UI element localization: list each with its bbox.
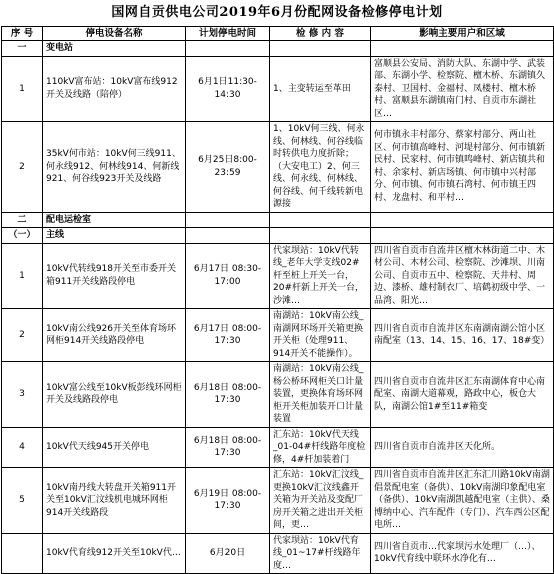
row-number: 4 xyxy=(2,427,43,468)
table-row xyxy=(2,362,554,428)
table-header-row xyxy=(2,27,554,41)
row-number: 3 xyxy=(2,362,43,428)
device-name: 10kV南丹线大转盘开关箱911开关至10kV汇汶线机电城环网柜914开关线路段 xyxy=(43,468,186,534)
maintenance-content: 代家坝站：10kV代育线_01~17#杆线路年度… xyxy=(270,533,371,574)
header-seq: 序 号 xyxy=(2,27,43,41)
row-number: 2 xyxy=(2,122,43,213)
outage-time: 6月20日 xyxy=(186,533,270,574)
device-name: 35kV何市站：10kV何三线911、何永线912、何林线914、何新线921、何谷线923开关及线路 xyxy=(43,122,186,213)
outage-time: 6月1日11:30-14:30 xyxy=(186,56,270,122)
maintenance-content: 1、10kV何三线、何永线、何林线、何谷线临时转供电力度折除；（大安电工）2、何三线、何永线、何林线、何谷线、何千线转新电源接 xyxy=(270,122,371,213)
outage-time: 6月17日 08:00-17:30 xyxy=(186,309,270,362)
affected-area: 四川省自贡市自流井区汇东南湖体育中心南配室、南湖大道幕观，路政中心，板仓大队，南湖公馆1#至11#箱变 xyxy=(371,362,554,428)
affected-area: 富顺县公安局、消防大队、东湖中学、武装部、东湖小学、检察院、檀木桥、东湖镇久泰村、卫国村、金福村、凤楼村、檀木桥村、富顺县东湖镇南门村、自贡市东湖社区… xyxy=(371,56,554,122)
maintenance-content: 汇东站：10kV代天线_01-04#杆线路年度检修，4#杆加装着门 xyxy=(270,427,371,468)
device-name: 10kV代育线912开关至10kV代… xyxy=(43,533,186,574)
subsection-title: 主线 xyxy=(43,228,186,244)
section-title: 配电运检室 xyxy=(43,212,186,228)
section-number: 二 xyxy=(2,212,43,228)
affected-area: 四川省自贡市自流井区汇东汇川路10kV南湖倡景配电室（备供）、10kV南湖印象配电室（备供）、10kV南湖凯越配电室（主供）、桑博纳中心、汽车配件（专门）、汽车西公区配电所… xyxy=(371,468,554,534)
maintenance-content: 汇东站：10kV汇汶线_更换10kV汇汶线鑫开关箱为开关站及变配厂房开关箱之进出开关柜间，更… xyxy=(270,468,371,534)
section-row xyxy=(2,41,554,57)
header-area: 影响主要用户和区域 xyxy=(371,27,554,41)
outage-time: 6月25日8:00-23:59 xyxy=(186,122,270,213)
affected-area: 四川省自贡市自流井区天化所。 xyxy=(371,427,554,468)
header-content: 检 修 内 容 xyxy=(270,27,371,41)
table-row xyxy=(2,243,554,309)
section-row xyxy=(2,212,554,228)
row-number: 5 xyxy=(2,468,43,534)
affected-area: 四川省自贡市…代家坝污水处理厂（…）、10kV代育线中联环水净化有… xyxy=(371,533,554,574)
section-row xyxy=(2,228,554,244)
row-number: 1 xyxy=(2,56,43,122)
table-row xyxy=(2,122,554,213)
device-name: 10kV南公线926开关至体育场环网柜914开关线路段停电 xyxy=(43,309,186,362)
outage-time: 6月19日 08:00-17:30 xyxy=(186,468,270,534)
table-row xyxy=(2,427,554,468)
outage-time: 6月18日 08:00-17:30 xyxy=(186,362,270,428)
outage-plan-table xyxy=(1,26,554,574)
header-device: 停电设备名称 xyxy=(43,27,186,41)
row-number: 1 xyxy=(2,243,43,309)
device-name: 110kV富布站：10kV富布线912开关及线路（陪停） xyxy=(43,56,186,122)
device-name: 10kV代转线918开关至市委开关箱911开关线路段停电 xyxy=(43,243,186,309)
affected-area: 四川省自贡市自流井区东南湖南湖公馆小区南配室（13、14、15、16、17、18#变） xyxy=(371,309,554,362)
row-number: 2 xyxy=(2,309,43,362)
document-title: 国网自贡供电公司2019年6月份配网设备检修停电计划 xyxy=(111,5,443,20)
table-row xyxy=(2,468,554,534)
outage-time: 6月18日 08:00-17:30 xyxy=(186,427,270,468)
maintenance-content: 代家坝站：10kV代转线_老年大学支线02#杆至桩上开关一台，20#杆新上开关一台，沙滩… xyxy=(270,243,371,309)
affected-area: 四川省自贡市自流井区檀木林街道二中、木材公司、木材公司、检察院、沙滩坝、川南公司、自贡市五中、检察院、天井村、周边、漆桥、雄村制衣厂、培鹤初级中学、一品湾、阳光… xyxy=(371,243,554,309)
device-name: 10kV富公线至10kV板彭线环网柜开关及线路段停电 xyxy=(43,362,186,428)
maintenance-content: 南湖站：10kV南公线_杨公桥环网柜关口计量装置，更换体育场环网柜开关柜加装开口计量装置 xyxy=(270,362,371,428)
table-row xyxy=(2,56,554,122)
section-number: 一 xyxy=(2,41,43,57)
section-title: 变电站 xyxy=(43,41,186,57)
affected-area: 何市镇永丰村部分、蔡家村部分、两山社区、何市镇高峰村、河堤村部分、何市镇新民村、民家村、何市镇鸣峰村、新店镇共和村、余家村、新店场镇、何市镇中兴村部分、何市镇、何市镇石湾村、何市镇王四村、龙盘村、和平村… xyxy=(371,122,554,213)
device-name: 10kV代天线945开关停电 xyxy=(43,427,186,468)
row-number xyxy=(2,533,43,574)
subsection-number: （一） xyxy=(2,228,43,244)
maintenance-content: 南湖站：10kV南公线_南湖网环场开关箱更换开关柜（处理911、914开关不能操作）。 xyxy=(270,309,371,362)
maintenance-content: 1、主变转运至革田 xyxy=(270,56,371,122)
table-row xyxy=(2,309,554,362)
outage-time: 6月17日 08:30-17:00 xyxy=(186,243,270,309)
table-row xyxy=(2,533,554,574)
header-time: 计划停电时间 xyxy=(186,27,270,41)
